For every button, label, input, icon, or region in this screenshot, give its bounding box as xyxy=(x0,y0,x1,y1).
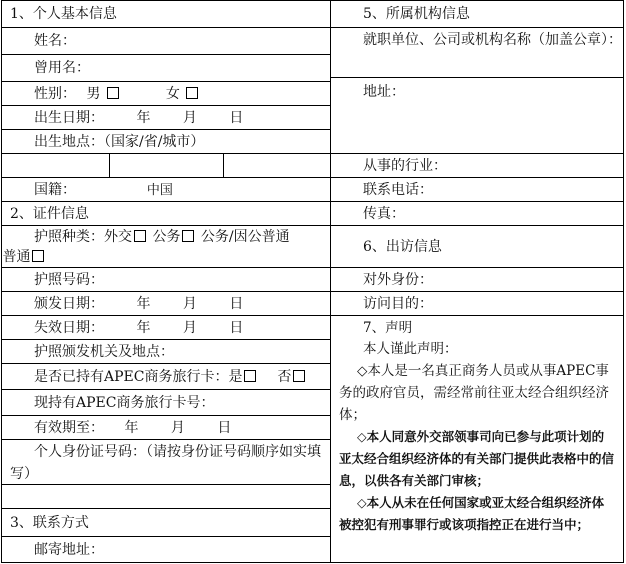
month-label: 月 xyxy=(182,110,197,126)
issue-date-label: 颁发日期： xyxy=(34,296,104,312)
passport-number-label: 护照号码： xyxy=(34,272,104,288)
year-label: 年 xyxy=(136,110,151,126)
valid-until-label: 有效期至： xyxy=(34,420,104,436)
address-label: 地址： xyxy=(363,84,405,100)
phone-label: 联系电话： xyxy=(363,182,433,198)
birth-date-field[interactable] xyxy=(2,106,330,130)
visit-purpose-field[interactable] xyxy=(331,292,623,316)
visit-purpose-label: 访问目的： xyxy=(363,296,433,312)
birth-date-label: 出生日期： xyxy=(34,110,104,126)
nationality-value: 中国 xyxy=(146,183,173,198)
external-identity-label: 对外身份： xyxy=(363,272,433,288)
section5-title: 5、所属机构信息 xyxy=(331,1,623,28)
section3-title: 3、联系方式 xyxy=(2,509,330,537)
birth-province-input[interactable] xyxy=(109,154,224,177)
issue-date-field[interactable]: 颁发日期： 年 月 日 xyxy=(2,292,330,316)
gender-field xyxy=(2,82,330,106)
passport-official-private-label: 公务/因公普通 xyxy=(200,229,290,245)
fax-label: 传真： xyxy=(363,206,405,222)
industry-field[interactable] xyxy=(331,154,623,178)
expiry-date-field[interactable]: 失效日期： 年 月 日 xyxy=(2,316,330,340)
gender-female-label: 女 xyxy=(165,86,180,102)
id-number-input[interactable] xyxy=(2,485,330,509)
gender-female-checkbox[interactable] xyxy=(186,87,198,99)
gender-label: 性别： xyxy=(34,86,76,102)
abtc-no-checkbox[interactable] xyxy=(293,370,305,382)
right-column xyxy=(330,0,624,563)
birth-place-field xyxy=(2,130,330,154)
gender-male-label: 男 xyxy=(86,86,101,102)
section2-title: 2、证件信息 xyxy=(2,202,330,226)
address-field[interactable] xyxy=(331,78,623,154)
section1-title: 1、个人基本信息 xyxy=(2,1,330,28)
gender-male-checkbox[interactable] xyxy=(107,87,119,99)
birth-country-input[interactable] xyxy=(2,154,110,177)
abtc-holder-label: 是否已持有APEC商务旅行卡：是 xyxy=(34,369,243,385)
mailing-address-field[interactable] xyxy=(2,537,330,564)
employer-field[interactable] xyxy=(331,28,623,78)
declaration-item-2: ◇本人同意外交部领事司向已参与此项计划的亚太经合组织经济体的有关部门提供此表格中的信息，以供各有关部门审核； xyxy=(339,429,615,488)
passport-official-label: 公务 xyxy=(152,229,181,245)
birth-place-inputs xyxy=(2,154,330,178)
declaration-item-3: ◇本人从未在任何国家或亚太经合组织经济体被控犯有刑事罪行或该项指控正在进行当中； xyxy=(339,495,605,532)
section6-title: 6、出访信息 xyxy=(331,226,623,268)
external-identity-field[interactable] xyxy=(331,268,623,292)
name-label: 姓名： xyxy=(34,33,76,49)
abtc-number-label: 现持有APEC商务旅行卡号： xyxy=(34,395,215,411)
declaration-intro: 本人谨此声明： xyxy=(363,341,458,357)
passport-ordinary-checkbox[interactable] xyxy=(32,250,44,262)
abtc-yes-checkbox[interactable] xyxy=(244,370,256,382)
left-column xyxy=(1,0,331,563)
industry-label: 从事的行业： xyxy=(363,158,447,174)
valid-until-field[interactable]: 有效期至： 年 月 日 xyxy=(2,416,330,440)
section7-title: 7、声明 xyxy=(363,320,413,336)
employer-label: 就职单位、公司或机构名称（加盖公章）： xyxy=(363,32,622,48)
birth-city-input[interactable] xyxy=(223,154,330,177)
declaration-item-1: ◇本人是一名真正商务人员或从事APEC事务的政府官员，需经常前往亚太经合组织经济体； xyxy=(339,363,609,423)
passport-official-checkbox[interactable] xyxy=(182,230,194,242)
nationality-label: 国籍： xyxy=(34,182,76,198)
declaration-section xyxy=(331,316,623,564)
day-label: 日 xyxy=(229,110,244,126)
id-number-label: 个人身份证号码：（请按身份证号码顺序如实填写） xyxy=(10,444,321,482)
passport-type-label: 护照种类：外交 xyxy=(34,229,132,245)
expiry-date-label: 失效日期： xyxy=(34,320,104,336)
passport-number-field[interactable] xyxy=(2,268,330,292)
phone-field[interactable] xyxy=(331,178,623,202)
name-field[interactable] xyxy=(2,28,330,55)
abtc-number-field[interactable] xyxy=(2,390,330,416)
abtc-no-label: 否 xyxy=(277,369,292,385)
passport-ordinary-label: 普通 xyxy=(2,249,31,265)
mailing-address-label: 邮寄地址： xyxy=(34,542,104,558)
former-name-field[interactable] xyxy=(2,55,330,82)
fax-field[interactable] xyxy=(331,202,623,226)
nationality-field xyxy=(2,178,330,202)
passport-diplomatic-checkbox[interactable] xyxy=(134,230,146,242)
birth-place-label: 出生地点：（国家/省/城市） xyxy=(34,134,205,150)
former-name-label: 曾用名： xyxy=(34,60,90,76)
abtc-holder-field xyxy=(2,364,330,390)
passport-type-field xyxy=(2,226,330,268)
issuing-authority-label: 护照颁发机关及地点： xyxy=(34,344,174,360)
id-number-field[interactable] xyxy=(2,440,330,485)
issuing-authority-field[interactable] xyxy=(2,340,330,364)
